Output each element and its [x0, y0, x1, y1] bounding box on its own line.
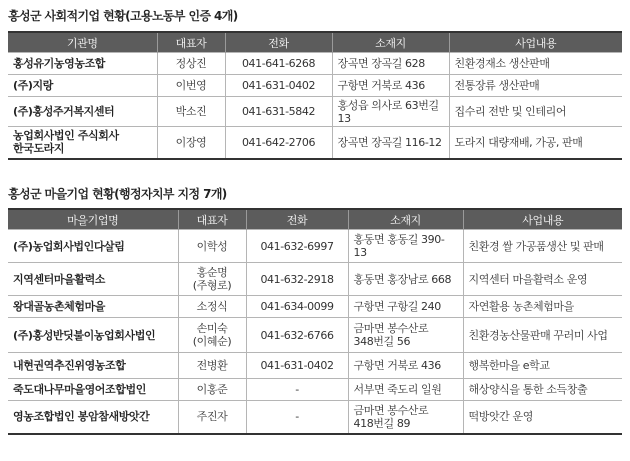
representative: 전병환 — [178, 353, 246, 379]
table-row — [8, 230, 622, 263]
representative: 이학성 — [178, 230, 246, 263]
header-location: 소재지 — [332, 32, 449, 53]
location: 장곡면 장곡길 116-12 — [332, 127, 449, 159]
business: 집수리 전반 및 인테리어 — [449, 97, 622, 127]
phone: 041-634-0099 — [246, 296, 348, 318]
business: 행복한마을 e학교 — [463, 353, 622, 379]
village-name: (주)농업회사법인다살림 — [8, 230, 178, 263]
village-name: 죽도대나무마을영어조합법인 — [8, 379, 178, 401]
business: 자연활용 농촌체험마을 — [463, 296, 622, 318]
village-name: 왕대골농촌체험마을 — [8, 296, 178, 318]
phone: - — [246, 401, 348, 434]
phone: 041-632-6997 — [246, 230, 348, 263]
phone: 041-631-5842 — [225, 97, 332, 127]
representative: 이홍준 — [178, 379, 246, 401]
village-name: 영농조합법인 봉암참새방앗간 — [8, 401, 178, 434]
location: 구항면 거북로 436 — [332, 75, 449, 97]
location: 홍동면 홍동길 390-13 — [348, 230, 463, 263]
header-village-name: 마을기업명 — [8, 209, 178, 230]
business: 해상양식을 통한 소득창출 — [463, 379, 622, 401]
location: 금마면 봉수산로 348번길 56 — [348, 318, 463, 353]
representative: 정상진 — [157, 53, 225, 75]
org-name: (주)지랑 — [8, 75, 157, 97]
village-name: (주)홍성반딧불이농업회사법인 — [8, 318, 178, 353]
table-row — [8, 53, 622, 75]
village-name: 내현권역추진위영농조합 — [8, 353, 178, 379]
header-representative: 대표자 — [178, 209, 246, 230]
representative: 이번영 — [157, 75, 225, 97]
table-header-row — [8, 32, 622, 53]
representative: 박소진 — [157, 97, 225, 127]
phone: 041-631-0402 — [246, 353, 348, 379]
village-enterprise-table — [8, 208, 622, 435]
table-row — [8, 263, 622, 296]
representative: 손미숙 (이혜순) — [178, 318, 246, 353]
business: 친환경농산물판매 꾸러미 사업 — [463, 318, 622, 353]
business: 전통장류 생산판매 — [449, 75, 622, 97]
location: 구항면 구항길 240 — [348, 296, 463, 318]
location: 금마면 봉수산로 418번길 89 — [348, 401, 463, 434]
business: 친환경 쌀 가공품생산 및 판매 — [463, 230, 622, 263]
org-name: 홍성유기농영농조합 — [8, 53, 157, 75]
business: 친환경재소 생산판매 — [449, 53, 622, 75]
table-row — [8, 296, 622, 318]
location: 서부면 죽도리 일원 — [348, 379, 463, 401]
social-enterprise-table — [8, 31, 622, 160]
table-row — [8, 401, 622, 434]
table-row — [8, 75, 622, 97]
representative: 이장영 — [157, 127, 225, 159]
header-business: 사업내용 — [463, 209, 622, 230]
header-phone: 전화 — [225, 32, 332, 53]
village-name: 지역센터마을활력소 — [8, 263, 178, 296]
phone: 041-631-0402 — [225, 75, 332, 97]
location: 구항면 거북로 436 — [348, 353, 463, 379]
org-name: (주)홍성주거복지센터 — [8, 97, 157, 127]
table-row — [8, 127, 622, 159]
social-enterprise-title: 홍성군 사회적기업 현황(고용노동부 인증 4개) — [8, 9, 238, 23]
phone: 041-632-6766 — [246, 318, 348, 353]
location: 홍동면 홍장남로 668 — [348, 263, 463, 296]
table-row — [8, 379, 622, 401]
phone: 041-632-2918 — [246, 263, 348, 296]
header-phone: 전화 — [246, 209, 348, 230]
location: 홍성읍 의사로 63번길 13 — [332, 97, 449, 127]
phone: 041-641-6268 — [225, 53, 332, 75]
header-representative: 대표자 — [157, 32, 225, 53]
phone: - — [246, 379, 348, 401]
business: 도라지 대량재배, 가공, 판매 — [449, 127, 622, 159]
business: 떡방앗간 운영 — [463, 401, 622, 434]
village-enterprise-title: 홍성군 마을기업 현황(행정자치부 지정 7개) — [8, 187, 227, 201]
representative: 주진자 — [178, 401, 246, 434]
header-org-name: 기관명 — [8, 32, 157, 53]
table-row — [8, 353, 622, 379]
table-row — [8, 318, 622, 353]
header-business: 사업내용 — [449, 32, 622, 53]
business: 지역센터 마을활력소 운영 — [463, 263, 622, 296]
location: 장곡면 장곡길 628 — [332, 53, 449, 75]
representative: 소정식 — [178, 296, 246, 318]
phone: 041-642-2706 — [225, 127, 332, 159]
header-location: 소재지 — [348, 209, 463, 230]
table-row — [8, 97, 622, 127]
table-header-row — [8, 209, 622, 230]
org-name: 농업회사법인 주식회사 한국도라지 — [8, 127, 157, 159]
representative: 홍순명 (주형로) — [178, 263, 246, 296]
